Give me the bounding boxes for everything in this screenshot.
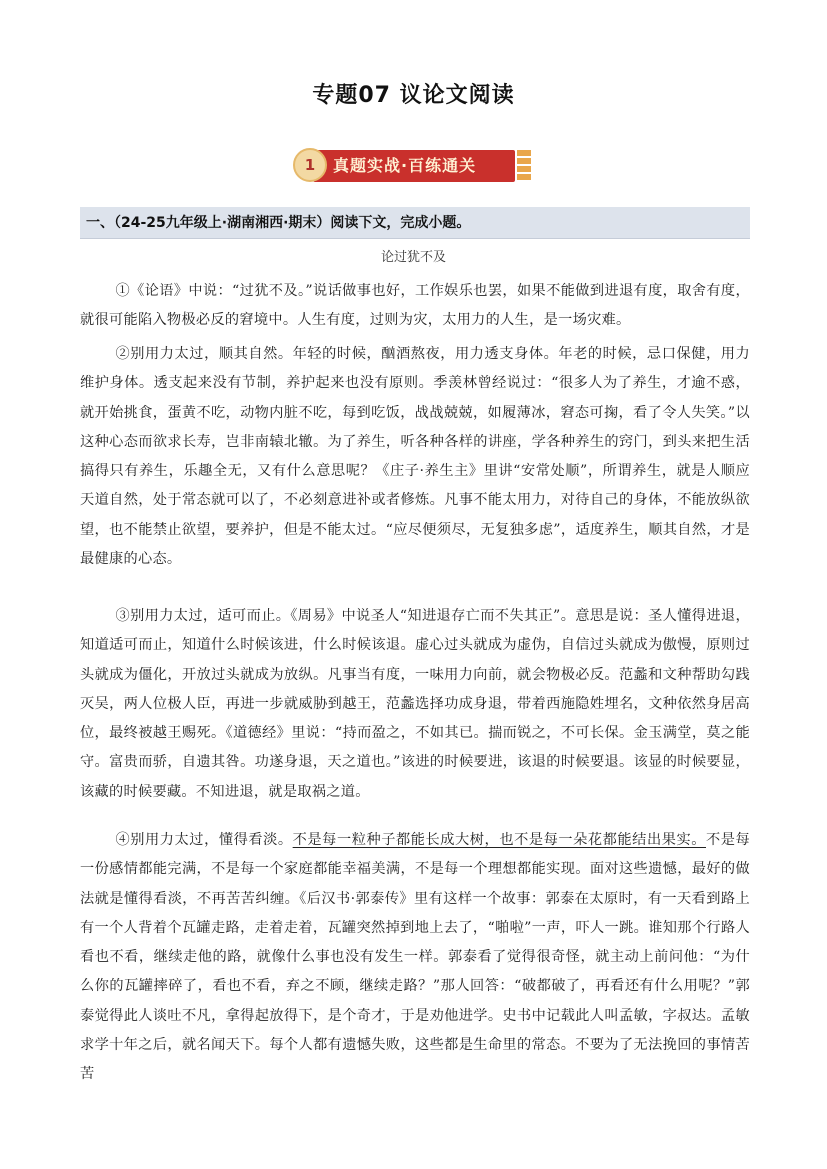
paragraph-2: ②别用力太过，顺其自然。年轻的时候，酗酒熬夜，用力透支身体。年老的时候，忌口保健，用力维护身体。透支起来没有节制，养护起来也没有原则。季羡林曾经说过：“很多人为了养生，才逾不惑，就开始挑食，蛋黄不吃，动物内脏不吃，每到吃饭，战战兢兢，如履薄冰，窘态可掬，看了令人失笑。”以这种心态而欲求长寿，岂非南辕北辙。为了养生，听各种各样的讲座，学各种养生的窍门，到头来把生活搞得只有养生，乐趣全无，又有什么意思呢？《庄子·养生主》里讲“安常处顺”，所谓养生，就是人顺应天道自然，处于常态就可以了，不必刻意进补或者修炼。凡事不能太用力，对待自己的身体，不能放纵欲望，也不能禁止欲望，要养护，但是不能太过。“应尽便须尽，无复独多虑”，适度养生，顺其自然，才是最健康的心态。	[80, 346, 750, 568]
paragraph-4-body: 不是每一份感情都能完满，不是每一个家庭都能幸福美满，不是每一个理想都能实现。面对这些遗憾，最好的做法就是懂得看淡，不再苦苦纠缠。《后汉书·郭泰传》里有这样一个故事：郭泰在太原时，有一天看到路上有一个人背着个瓦罐走路，走着走着，瓦罐突然掉到地上去了，“啪啦”一声，吓人一跳。谁知那个行路人看也不看，继续走他的路，就像什么事也没有发生一样。郭泰看了觉得很奇怪，就主动上前问他：“为什么你的瓦罐摔碎了，看也不看，弃之不顾，继续走路？”那人回答：“破都破了，再看还有什么用呢？”郭泰觉得此人谈吐不凡，拿得起放得下，是个奇才，于是劝他进学。史书中记载此人叫孟敏，字叔达。孟敏求学十年之后，就名闻天下。每个人都有遗憾失败，这些都是生命里的常态。不要为了无法挽回的事情苦苦	[80, 832, 751, 1083]
paragraph-3: ③别用力太过，适可而止。《周易》中说圣人“知进退存亡而不失其正”。意思是说：圣人懂得进退，知道适可而止，知道什么时候该进，什么时候该退。虚心过头就成为虚伪，自信过头就成为傲慢，原则过头就成为僵化，开放过头就成为放纵。凡事当有度，一味用力向前，就会物极必反。范蠡和文种帮助勾践灭吴，两人位极人臣，再进一步就威胁到越王，范蠡选择功成身退，带着西施隐姓埋名，文种依然身居高位，最终被越王赐死。《道德经》里说：“持而盈之，不如其已。揣而锐之，不可长保。金玉满堂，莫之能守。富贵而骄，自遗其咎。功遂身退，天之道也。”该进的时候要进，该退的时候要退。该显的时候要显，该藏的时候要藏。不知进退，就是取祸之道。	[80, 608, 750, 800]
section-heading: 一、（24-25九年级上·湖南湘西·期末）阅读下文，完成小题。	[86, 215, 471, 231]
banner-stripes-icon	[517, 150, 531, 182]
underlined-sentence: 不是每一粒种子都能长成大树，也不是每一朵花都能结出果实。	[292, 832, 706, 848]
paragraph-4	[80, 826, 750, 1090]
banner-number-badge: 1	[293, 148, 327, 182]
question-section-header	[80, 207, 750, 239]
article-title: 论过犹不及	[380, 250, 446, 265]
paragraph-1: ①《论语》中说：“过犹不及。”说话做事也好，工作娱乐也罢，如果不能做到进退有度，取舍有度，就很可能陷入物极必反的窘境中。人生有度，过则为灾，太用力的人生，是一场灾难。	[80, 283, 750, 329]
paragraph-4-lead: ④别用力太过，懂得看淡。	[115, 832, 293, 848]
section-banner	[293, 146, 531, 186]
page-title: 专题07 议论文阅读	[312, 83, 515, 108]
banner-label: 真题实战·百练通关	[333, 156, 477, 175]
